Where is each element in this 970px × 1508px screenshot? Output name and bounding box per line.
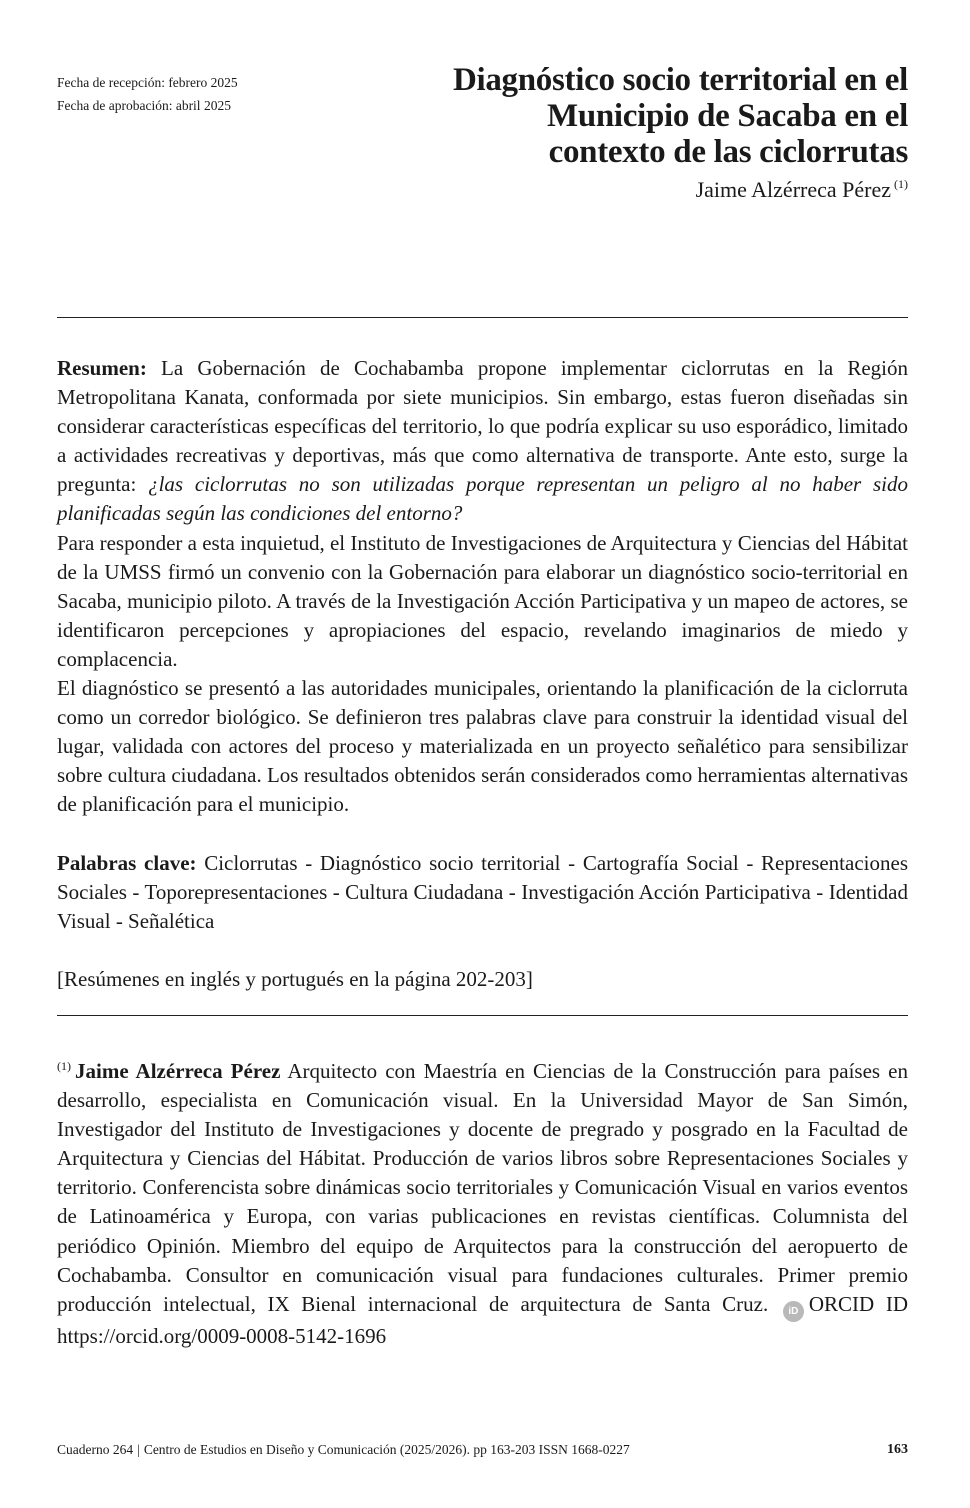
orcid-icon[interactable]: iD	[783, 1301, 804, 1322]
abstract-paragraph-3: El diagnóstico se presentó a las autoridades municipales, orientando la planificación de la ciclorruta como un corredor biológico. Se definieron tres palabras clave para construir la identidad visual del lugar, validada con actores del proceso y materializada en un proyecto señalético para sensibilizar sobre cultura ciudadana. Los resultados obtenidos serán considerados como herramientas alternativas de planificación para el municipio.	[57, 676, 908, 817]
title-line: contexto de las ciclorrutas	[548, 134, 908, 170]
author-name: Jaime Alzérreca Pérez	[695, 177, 891, 202]
footer-separator: |	[137, 1442, 140, 1457]
bio-footnote-marker: (1)	[57, 1059, 71, 1073]
bio-author-name: Jaime Alzérreca Pérez	[75, 1059, 281, 1083]
author-byline	[696, 177, 908, 203]
bio-text: Arquitecto con Maestría en Ciencias de la Construcción para países en desarrollo, especialista en Comunicación visual. En la Universidad Mayor de San Simón, Investigador del Instituto de Investigaciones y docente de pregrado y posgrado en la Facultad de Arquitectura y Ciencias del Hábitat. Producción de varios libros sobre Representaciones Sociales y territorio. Conferencista sobre dinámicas socio territoriales y Comunicación Visual en varios eventos de Latinoamérica y Europa, con varias publicaciones en revistas científicas. Columnista del periódico Opinión. Miembro del equipo de Arquitectos para la construcción del aeropuerto de Cochabamba. Consultor en comunicación visual para fundaciones culturales. Primer premio producción intelectual, IX Bienal internacional de arquitectura de Santa Cruz.	[57, 1059, 908, 1316]
author-footnote-marker[interactable]: (1)	[894, 177, 908, 191]
page-footer	[57, 1442, 908, 1458]
approval-date: Fecha de aprobación: abril 2025	[57, 98, 231, 113]
keywords-list: Ciclorrutas - Diagnóstico socio territorial - Cartografía Social - Representaciones Sociales - Toporepresentaciones - Cultura Ciudadana - Investigación Acción Participativa - Identidad Visual - Señalética	[57, 851, 908, 934]
abstract	[57, 354, 908, 820]
keywords	[57, 849, 908, 936]
orcid-label: ORCID ID	[808, 1291, 909, 1316]
other-language-summaries-note: [Resúmenes en inglés y portugués en la página 202-203]	[57, 967, 533, 991]
author-bio	[57, 1052, 908, 1351]
article-title	[348, 62, 908, 170]
abstract-text: La Gobernación de Cochabamba propone implementar ciclorrutas en la Región Metropolitana Kanata, conformada por siete municipios. Sin embargo, estas fueron diseñadas sin considerar características específicas del territorio, lo que podría explicar su uso esporádico, limitado a actividades recreativas y deportivas, más que como alternativa de transporte. Ante esto, surge la pregunta:	[57, 356, 909, 497]
abstract-paragraph-2: Para responder a esta inquietud, el Instituto de Investigaciones de Arquitectura y Ciencias del Hábitat de la UMSS firmó un convenio con la Gobernación para elaborar un diagnóstico socio-territorial en Sacaba, municipio piloto. A través de la Investigación Acción Participativa y un mapeo de actores, se identificaron percepciones y apropiaciones del espacio, revelando imaginarios de miedo y complacencia.	[57, 530, 908, 671]
top-divider	[57, 317, 908, 318]
page-number: 163	[887, 1442, 908, 1457]
bottom-divider	[57, 1015, 908, 1016]
orcid-link[interactable]: https://orcid.org/0009-0008-5142-1696	[57, 1323, 387, 1348]
title-line: Diagnóstico socio territorial en el	[452, 62, 908, 98]
research-question: ¿las ciclorrutas no son utilizadas porque representan un peligro al no haber sido planificadas según las condiciones del entorno?	[57, 472, 909, 526]
reception-date: Fecha de recepción: febrero 2025	[57, 75, 238, 90]
footer-citation	[57, 1442, 630, 1457]
title-line: Municipio de Sacaba en el	[546, 98, 908, 134]
keywords-label: Palabras clave:	[57, 851, 197, 875]
submission-dates	[57, 71, 238, 117]
citation-details: Centro de Estudios en Diseño y Comunicación (2025/2026). pp 163-203 ISSN 1668-0227	[143, 1442, 630, 1457]
abstract-label: Resumen:	[57, 356, 147, 380]
abstract-paragraph-1	[57, 354, 908, 529]
journal-issue: Cuaderno 264	[57, 1442, 134, 1457]
